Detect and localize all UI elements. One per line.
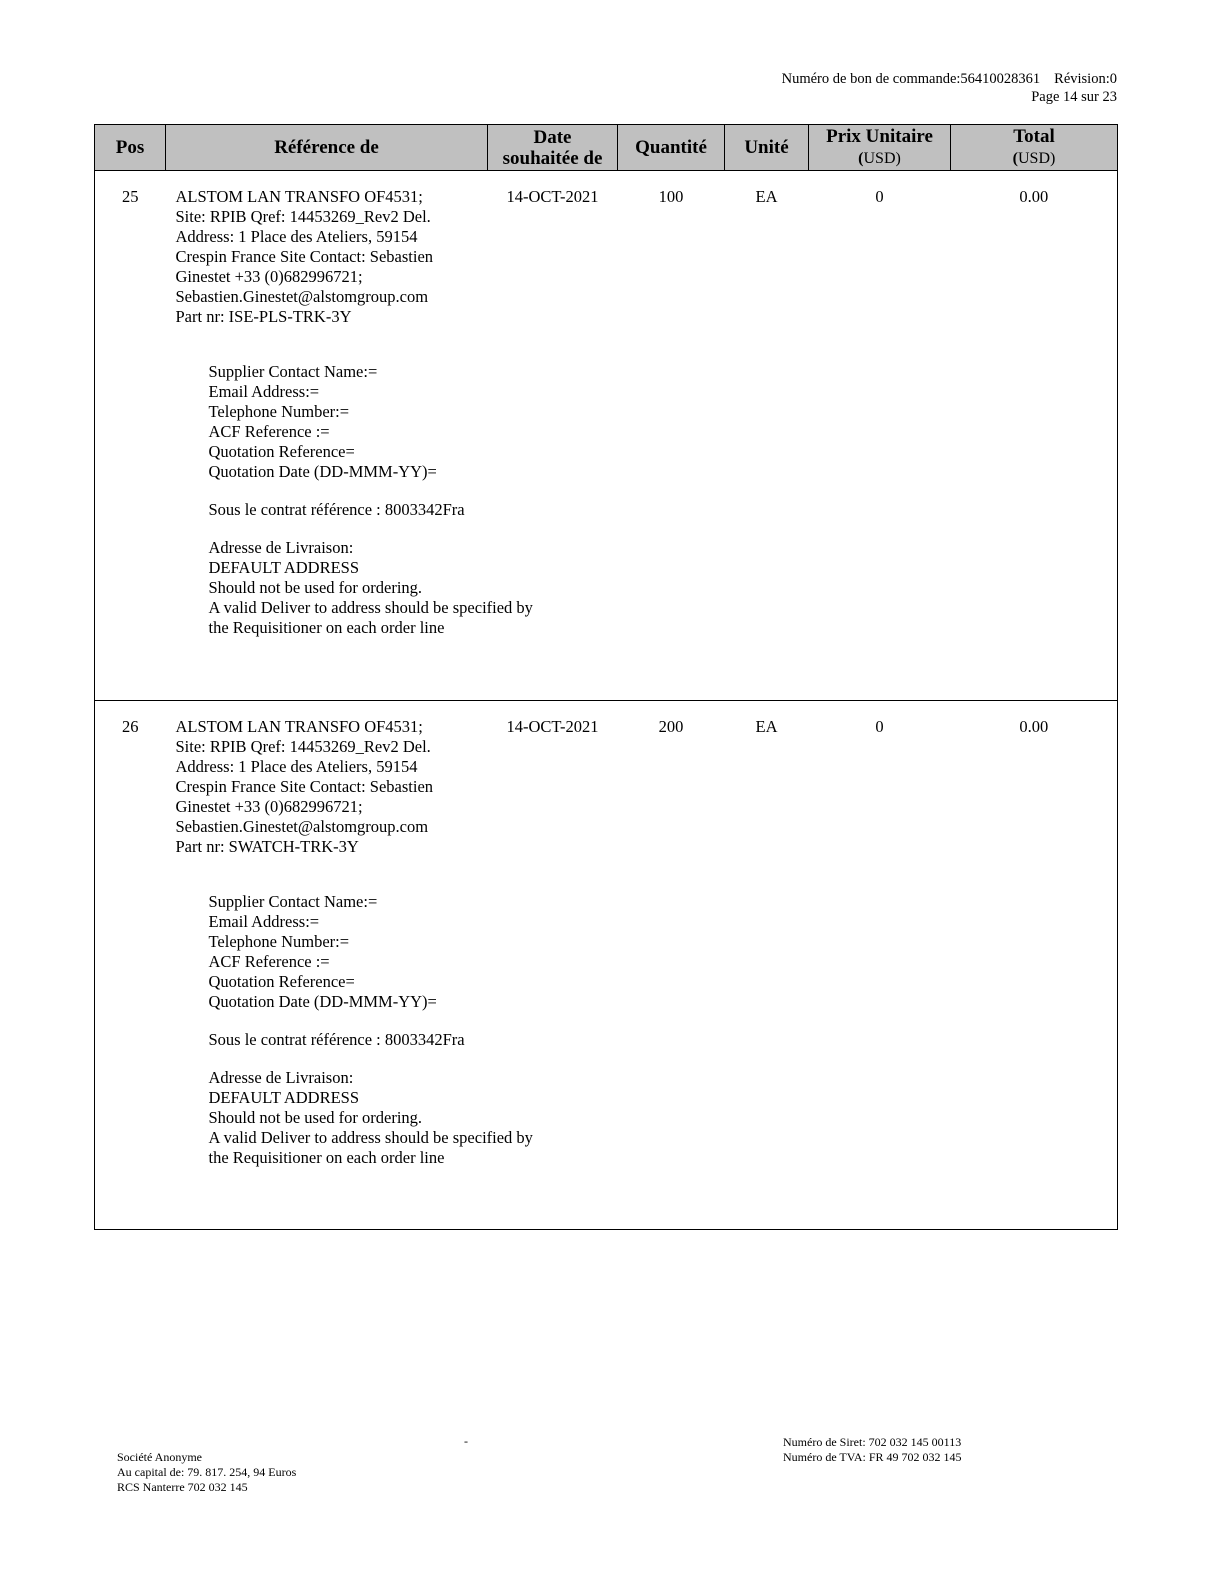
table-header-row xyxy=(95,125,1118,171)
page-number: Page 14 sur 23 xyxy=(1031,89,1117,105)
line-unit: EA xyxy=(725,701,809,1230)
part-number: Part nr: ISE-PLS-TRK-3Y xyxy=(175,307,352,326)
col-header-pos: Pos xyxy=(95,125,166,171)
col-header-total-currency: (USD) xyxy=(1012,150,1056,167)
contract-reference: Sous le contrat référence : 8003342Fra xyxy=(208,1030,465,1049)
ref-text: ALSTOM LAN TRANSFO OF4531; Site: RPIB Qref: 14453269_Rev2 Del. Address: 1 Place des Ateliers, 59154 Crespin France Site Contact: Sebastien Ginestet +33 (0)682996721; Sebastien.Ginestet@alstomgroup.com Part nr: SWATCH-TRK-3Y xyxy=(176,717,488,857)
col-header-unit-price-currency: (USD) xyxy=(858,150,901,167)
col-header-date-line1: Date xyxy=(533,126,572,148)
line-unit-price: 0 xyxy=(809,171,951,701)
part-number: Part nr: SWATCH-TRK-3Y xyxy=(175,837,359,856)
col-header-unit-price xyxy=(809,125,951,171)
line-pos: 25 xyxy=(95,171,166,701)
col-header-date xyxy=(488,125,618,171)
line-unit-price: 0 xyxy=(809,701,951,1230)
footer-registration-info: Numéro de Siret: 702 032 145 00113 Numéro de TVA: FR 49 702 032 145 xyxy=(783,1435,962,1464)
col-header-reference: Référence de xyxy=(166,125,488,171)
order-lines-table xyxy=(94,124,1118,1230)
order-number-line xyxy=(782,70,1117,88)
table-row xyxy=(95,171,1118,701)
col-header-total xyxy=(951,125,1118,171)
line-total: 0.00 xyxy=(951,701,1118,1230)
line-total: 0.00 xyxy=(951,171,1118,701)
line-quantity: 200 xyxy=(618,701,725,1230)
line-quantity: 100 xyxy=(618,171,725,701)
ref-text: ALSTOM LAN TRANSFO OF4531; Site: RPIB Qref: 14453269_Rev2 Del. Address: 1 Place des Ateliers, 59154 Crespin France Site Contact: Sebastien Ginestet +33 (0)682996721; Sebastien.Ginestet@alstomgroup.com Part nr: ISE-PLS-TRK-3Y xyxy=(176,187,488,327)
footer-center-mark: - xyxy=(464,1434,468,1448)
line-unit: EA xyxy=(725,171,809,701)
footer-company-info: Société Anonyme Au capital de: 79. 817. 254, 94 Euros RCS Nanterre 702 032 145 xyxy=(117,1450,297,1494)
order-number: Numéro de bon de commande:56410028361 xyxy=(781,71,1041,87)
supplier-block: Supplier Contact Name:= Email Address:= Telephone Number:= ACF Reference := Quotation Reference= Quotation Date (DD-MMM-YY)= xyxy=(208,362,437,481)
supplier-block: Supplier Contact Name:= Email Address:= Telephone Number:= ACF Reference := Quotation Reference= Quotation Date (DD-MMM-YY)= xyxy=(208,892,437,1011)
line-reference xyxy=(166,701,533,1230)
delivery-address-block: Adresse de Livraison: DEFAULT ADDRESS Should not be used for ordering. A valid Deliver to address should be specified by the Requisitioner on each order line xyxy=(208,538,533,637)
line-pos: 26 xyxy=(95,701,166,1230)
col-header-unit-price-label: Prix Unitaire xyxy=(826,126,933,147)
col-header-date-line2: souhaitée de xyxy=(502,147,603,169)
revision: Révision:0 xyxy=(1054,71,1117,87)
table-row xyxy=(95,701,1118,1230)
contract-reference: Sous le contrat référence : 8003342Fra xyxy=(208,500,465,519)
line-date: 14-OCT-2021 xyxy=(488,171,618,701)
col-header-quantity: Quantité xyxy=(618,125,725,171)
document-header xyxy=(782,70,1117,106)
col-header-total-label: Total xyxy=(1013,126,1055,147)
delivery-address-block: Adresse de Livraison: DEFAULT ADDRESS Should not be used for ordering. A valid Deliver to address should be specified by the Requisitioner on each order line xyxy=(208,1068,533,1167)
line-date: 14-OCT-2021 xyxy=(488,701,618,1230)
col-header-unit: Unité xyxy=(725,125,809,171)
line-reference xyxy=(166,171,533,701)
